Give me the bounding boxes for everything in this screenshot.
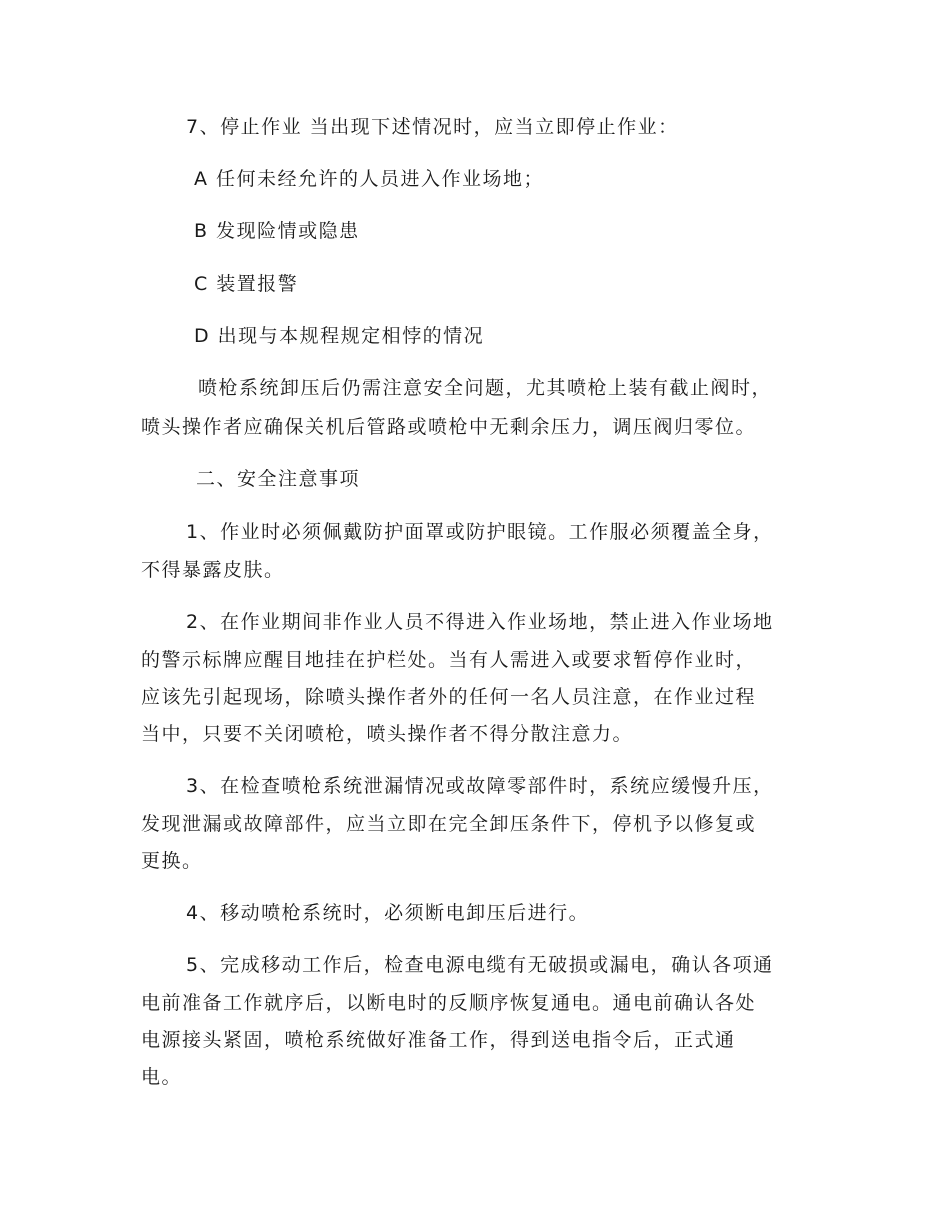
- paragraph-3-line-2: 发现泄漏或故障部件，应当立即在完全卸压条件下，停机予以修复或: [141, 813, 757, 835]
- paragraph-5-line-2: 电前准备工作就序后，以断电时的反顺序恢复通电。通电前确认各处: [141, 992, 757, 1014]
- paragraph-3-line-1: 3、在检查喷枪系统泄漏情况或故障零部件时，系统应缓慢升压，: [186, 775, 774, 797]
- paragraph-2-line-1: 2、在作业期间非作业人员不得进入作业场地，禁止进入作业场地: [186, 611, 774, 633]
- depressurize-note-line-1: 喷枪系统卸压后仍需注意安全问题，尤其喷枪上装有截止阀时，: [198, 377, 773, 399]
- paragraph-2-line-2: 的警示标牌应醒目地挂在护栏处。当有人需进入或要求暂停作业时，: [141, 649, 757, 671]
- paragraph-5-line-1: 5、完成移动工作后，检查电源电缆有无破损或漏电，确认各项通: [186, 954, 774, 976]
- list-item-b: B 发现险情或隐患: [194, 220, 360, 242]
- paragraph-2-line-3: 应该先引起现场，除喷头操作者外的任何一名人员注意，在作业过程: [141, 686, 757, 708]
- section-7-heading: 7、停止作业 当出现下述情况时，应当立即停止作业：: [186, 116, 679, 138]
- paragraph-2-line-4: 当中，只要不关闭喷枪，喷头操作者不得分散注意力。: [141, 723, 634, 745]
- paragraph-5-line-4: 电。: [141, 1066, 183, 1088]
- section-2-heading: 二、安全注意事项: [196, 468, 361, 490]
- depressurize-note-line-2: 喷头操作者应确保关机后管路或喷枪中无剩余压力，调压阀归零位。: [141, 416, 757, 438]
- paragraph-3-line-3: 更换。: [141, 850, 203, 872]
- paragraph-1-line-2: 不得暴露皮肤。: [141, 559, 285, 581]
- list-item-d: D 出现与本规程规定相悖的情况: [194, 325, 485, 347]
- paragraph-4-line-1: 4、移动喷枪系统时，必须断电卸压后进行。: [186, 902, 590, 924]
- list-item-a: A 任何未经允许的人员进入作业场地；: [194, 168, 545, 190]
- paragraph-5-line-3: 电源接头紧固，喷枪系统做好准备工作，得到送电指令后，正式通: [141, 1029, 736, 1051]
- list-item-c: C 装置报警: [194, 273, 299, 295]
- paragraph-1-line-1: 1、作业时必须佩戴防护面罩或防护眼镜。工作服必须覆盖全身，: [186, 521, 774, 543]
